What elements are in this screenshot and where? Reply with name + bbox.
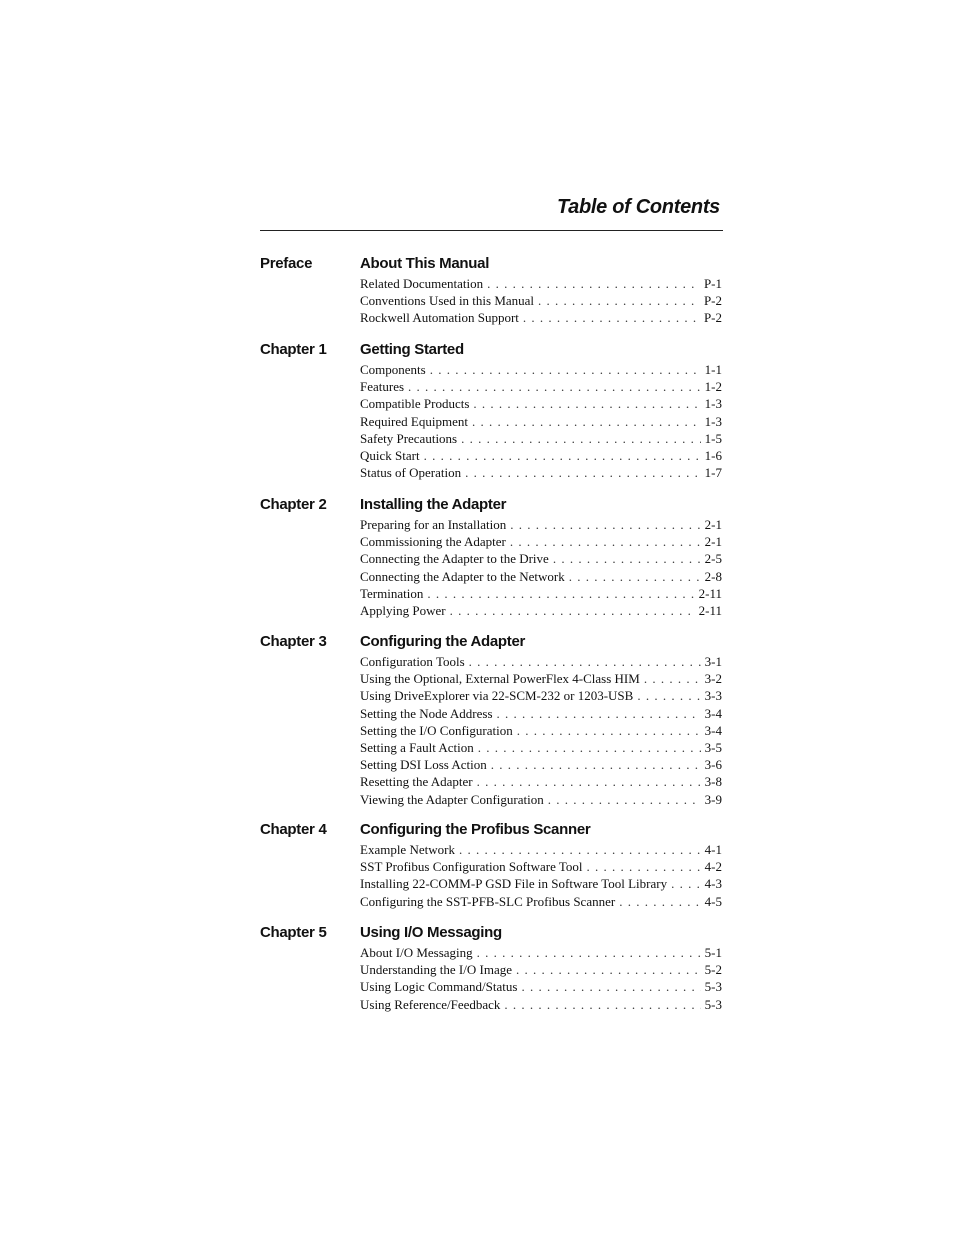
dot-leader [459,841,701,858]
dot-leader [510,516,700,533]
dot-leader [548,791,701,808]
dot-leader [424,447,701,464]
dot-leader [473,395,700,412]
toc-entry[interactable] [360,722,722,739]
entry-page-number: 3-1 [704,654,722,669]
entry-list [360,275,722,327]
entry-title: Required Equipment [360,413,468,429]
toc-entry[interactable] [360,395,722,412]
toc-entry[interactable] [360,944,722,961]
entry-title: Using Reference/Feedback [360,996,501,1012]
entry-title: Compatible Products [360,396,470,412]
section-label: Chapter 5 [260,924,327,941]
toc-entry[interactable] [360,464,722,481]
entry-title: Safety Precautions [360,430,458,446]
dot-leader [469,653,701,670]
entry-page-number: 4-3 [704,876,722,892]
toc-entry[interactable] [360,275,722,292]
entry-title: Termination [360,585,424,601]
section-label: Chapter 2 [260,496,327,513]
toc-entry[interactable] [360,585,722,602]
toc-entry[interactable] [360,550,722,567]
entry-page-number: 2-8 [704,568,722,584]
toc-entry[interactable] [360,378,722,395]
section-label: Chapter 1 [260,341,327,358]
toc-entry[interactable] [360,430,722,447]
entry-title: Using Logic Command/Status [360,979,518,995]
entry-page-number: 2-11 [698,585,722,601]
toc-entry[interactable] [360,978,722,995]
entry-page-number: 2-5 [704,551,722,567]
dot-leader [504,996,700,1013]
entry-page-number: 4-5 [704,893,722,909]
toc-entry[interactable] [360,653,722,670]
entry-list [360,361,722,481]
entry-page-number: 3-8 [704,774,722,790]
entry-page-number: 5-1 [704,945,722,960]
section-title[interactable]: About This Manual [360,255,490,272]
dot-leader [497,705,701,722]
entry-title: Connecting the Adapter to the Drive [360,551,549,567]
entry-page-number: 4-1 [704,842,722,857]
dot-leader [671,875,701,892]
toc-entry[interactable] [360,413,722,430]
dot-leader [465,464,701,481]
entry-title: Setting the I/O Configuration [360,722,513,738]
entry-title: Viewing the Adapter Configuration [360,791,544,807]
dot-leader [408,378,701,395]
toc-entry[interactable] [360,996,722,1013]
dot-leader [644,670,701,687]
dot-leader [516,961,701,978]
toc-entry[interactable] [360,568,722,585]
dot-leader [450,602,695,619]
dot-leader [569,568,701,585]
section-title[interactable]: Getting Started [360,341,464,358]
entry-title: Example Network [360,842,455,857]
dot-leader [517,722,701,739]
entry-page-number: P-1 [703,276,722,291]
section-title[interactable]: Configuring the Profibus Scanner [360,821,591,838]
toc-entry[interactable] [360,875,722,892]
entry-title: Rockwell Automation Support [360,310,519,326]
entry-page-number: 5-3 [704,979,722,995]
toc-entry[interactable] [360,791,722,808]
entry-title: SST Profibus Configuration Software Tool [360,859,583,875]
dot-leader [487,275,700,292]
entry-title: Setting a Fault Action [360,739,474,755]
entry-page-number: 1-3 [704,396,722,412]
entry-page-number: 3-4 [704,705,722,721]
toc-entry[interactable] [360,670,722,687]
dot-leader [427,585,694,602]
dot-leader [637,687,700,704]
entry-title: Related Documentation [360,276,484,291]
entry-list [360,653,722,808]
entry-page-number: 3-2 [704,671,722,687]
entry-title: Setting DSI Loss Action [360,757,487,773]
dot-leader [430,361,701,378]
entry-page-number: 1-3 [704,413,722,429]
entry-title: Understanding the I/O Image [360,962,512,978]
section-title[interactable]: Installing the Adapter [360,496,507,513]
section-label: Chapter 4 [260,821,327,838]
entry-page-number: 3-5 [704,739,722,755]
dot-leader [461,430,701,447]
toc-entry[interactable] [360,841,722,858]
toc-entry[interactable] [360,361,722,378]
entry-title: Configuring the SST-PFB-SLC Profibus Scanner [360,893,616,909]
entry-page-number: 1-1 [704,362,722,377]
dot-leader [472,413,701,430]
entry-page-number: 5-3 [704,996,722,1012]
dot-leader [587,858,701,875]
toc-entry[interactable] [360,292,722,309]
entry-title: Using DriveExplorer via 22-SCM-232 or 1203-USB [360,688,634,704]
entry-title: Status of Operation [360,465,462,481]
dot-leader [478,739,701,756]
toc-entry[interactable] [360,516,722,533]
entry-title: Preparing for an Installation [360,517,507,532]
entry-page-number: 1-2 [704,379,722,395]
entry-title: Resetting the Adapter [360,774,473,790]
toc-entry[interactable] [360,309,722,326]
entry-title: Conventions Used in this Manual [360,293,535,309]
toc-entry[interactable] [360,893,722,910]
entry-title: Setting the Node Address [360,705,493,721]
entry-page-number: P-2 [703,310,722,326]
dot-leader [477,944,701,961]
entry-list [360,944,722,1013]
entry-title: Connecting the Adapter to the Network [360,568,565,584]
entry-page-number: P-2 [703,293,722,309]
section-label: Preface [260,255,313,272]
entry-page-number: 4-2 [704,859,722,875]
dot-leader [510,533,701,550]
dot-leader [491,756,701,773]
toc-entry[interactable] [360,961,722,978]
entry-list [360,516,722,619]
title-divider [260,230,723,231]
toc-entry[interactable] [360,739,722,756]
toc-entry[interactable] [360,687,722,704]
dot-leader [538,292,700,309]
entry-title: Using the Optional, External PowerFlex 4-Class HIM [360,671,640,687]
section-label: Chapter 3 [260,633,327,650]
entry-title: Commissioning the Adapter [360,534,506,550]
section-title[interactable]: Configuring the Adapter [360,633,526,650]
entry-title: Features [360,379,405,395]
entry-page-number: 3-9 [704,791,722,807]
dot-leader [521,978,700,995]
toc-entry[interactable] [360,858,722,875]
entry-page-number: 1-5 [704,430,722,446]
entry-list [360,841,722,910]
entry-page-number: 5-2 [704,962,722,978]
toc-entry[interactable] [360,447,722,464]
section-title[interactable]: Using I/O Messaging [360,924,502,941]
toc-entry[interactable] [360,602,722,619]
entry-page-number: 2-1 [704,517,722,532]
entry-title: Configuration Tools [360,654,465,669]
entry-page-number: 2-1 [704,534,722,550]
dot-leader [619,893,700,910]
toc-entry[interactable] [360,705,722,722]
toc-entry[interactable] [360,533,722,550]
entry-title: Quick Start [360,447,420,463]
toc-entry[interactable] [360,773,722,790]
toc-entry[interactable] [360,756,722,773]
entry-page-number: 2-11 [698,602,722,618]
entry-page-number: 3-3 [704,688,722,704]
page-title: Table of Contents [556,196,720,218]
dot-leader [477,773,701,790]
dot-leader [523,309,700,326]
entry-title: Applying Power [360,602,446,618]
entry-title: Components [360,362,426,377]
entry-page-number: 1-6 [704,447,722,463]
entry-page-number: 3-4 [704,722,722,738]
entry-page-number: 3-6 [704,757,722,773]
entry-page-number: 1-7 [704,465,722,481]
entry-title: About I/O Messaging [360,945,473,960]
dot-leader [553,550,701,567]
entry-title: Installing 22-COMM-P GSD File in Software Tool Library [360,876,668,892]
